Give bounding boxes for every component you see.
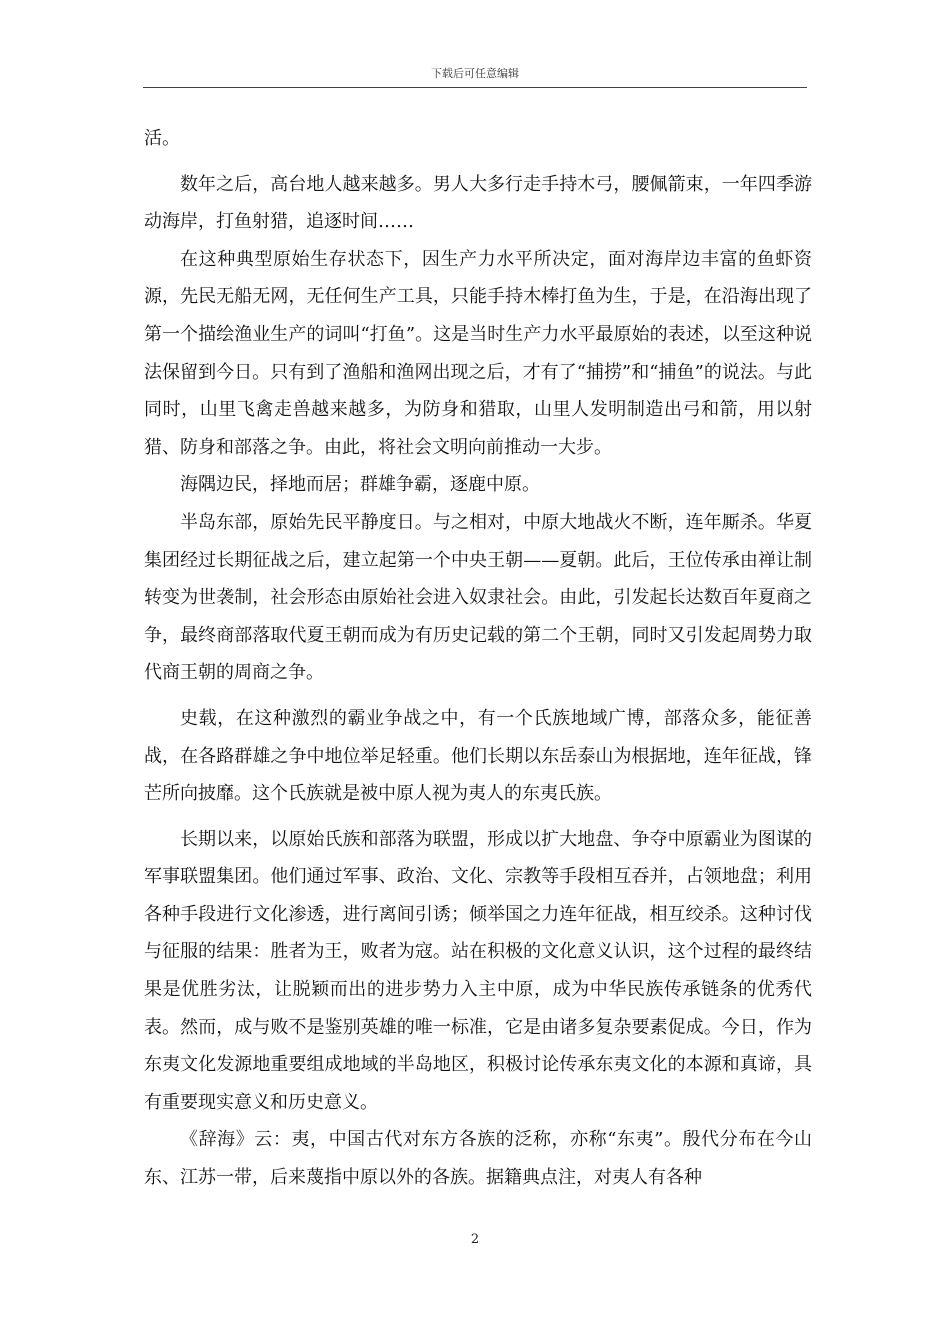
header-divider [143,87,807,88]
paragraph: 数年之后，高台地人越来越多。男人大多行走手持木弓，腰佩箭束，一年四季游动海岸，打鱼射猎，追逐时间…… [144,173,812,233]
paragraph: 长期以来，以原始氏族和部落为联盟，形成以扩大地盘、争夺中原霸业为图谋的军事联盟集团。他们通过军事、政治、文化、宗教等手段相互吞并，占领地盘；利用各种手段进行文化渗透，进行离间引诱；倾举国之力连年征战，相互绞杀。这种讨伐与征服的结果：胜者为王，败者为寇。站在积极的文化意义认识，这个过程的最终结果是优胜劣汰，让脱颖而出的进步势力入主中原，成为中华民族传承链条的优秀代表。然而，成与败不是鉴别英雄的唯一标准，它是由诸多复杂要素促成。今日，作为东夷文化发源地重要组成地域的半岛地区，积极讨论传承东夷文化的本源和真谛，具有重要现实意义和历史意义。 [144,828,812,1113]
paragraph: 活。 [144,128,180,149]
document-body [144,120,812,1197]
paragraph: 《辞海》云：夷，中国古代对东方各族的泛称，亦称“东夷”。殷代分布在今山东、江苏一带，后来蔑指中原以外的各族。据籍典点注，对夷人有各种 [144,1129,812,1189]
page-header: 下载后可任意编辑 [431,67,519,80]
paragraph: 海隅边民，择地而居；群雄争霸，逐鹿中原。 [180,474,540,496]
page-number: 2 [470,1232,480,1247]
paragraph: 半岛东部，原始先民平静度日。与之相对，中原大地战火不断，连年厮杀。华夏集团经过长期征战之后，建立起第一个中央王朝——夏朝。此后，王位传承由禅让制转变为世袭制，社会形态由原始社会进入奴隶社会。由此，引发起长达数百年夏商之争，最终商部落取代夏王朝而成为有历史记载的第二个王朝，同时又引发起周势力取代商王朝的周商之争。 [144,511,812,684]
paragraph: 史载，在这种激烈的霸业争战之中，有一个氏族地域广博，部落众多，能征善战，在各路群雄之争中地位举足轻重。他们长期以东岳泰山为根据地，连年征战，锋芒所向披靡。这个氏族就是被中原人视为夷人的东夷氏族。 [144,707,812,805]
paragraph: 在这种典型原始生存状态下，因生产力水平所决定，面对海岸边丰富的鱼虾资源，先民无船无网，无任何生产工具，只能手持木棒打鱼为生，于是，在沿海出现了第一个描绘渔业生产的词叫“打鱼”。这是当时生产力水平最原始的表述，以至这种说法保留到今日。只有到了渔船和渔网出现之后，才有了“捕捞”和“捕鱼”的说法。与此同时，山里飞禽走兽越来越多，为防身和猎取，山里人发明制造出弓和箭，用以射猎、防身和部落之争。由此，将社会文明向前推动一大步。 [144,248,812,458]
